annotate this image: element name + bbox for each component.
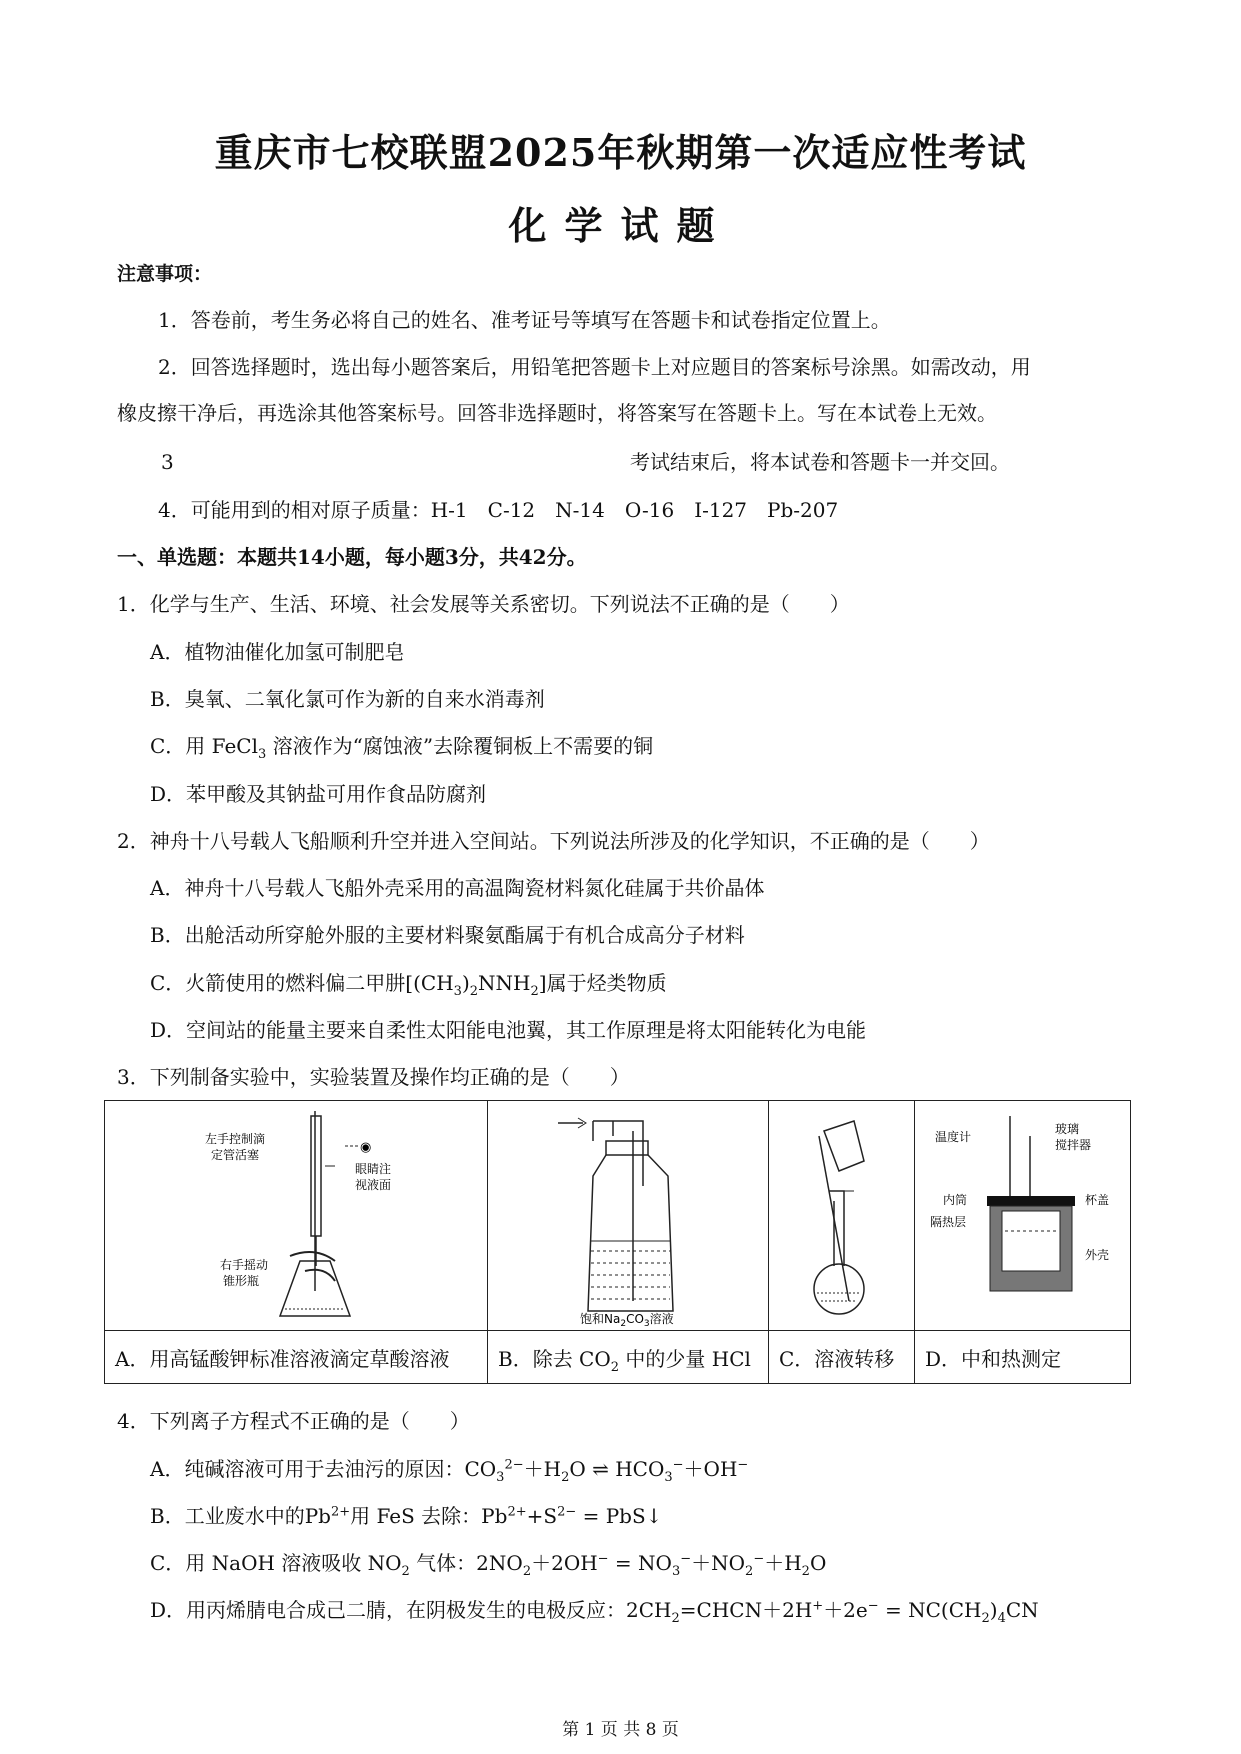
label-left-hand-1: 左手控制滴	[205, 1132, 266, 1146]
q4-option-b: B．工业废水中的$Pb^{2+}$用 FeS 去除：$Pb^{2+}+S^{2-}$ = PbS↓	[150, 1504, 663, 1528]
q2-option-a: A．神舟十八号载人飞船外壳采用的高温陶瓷材料氮化硅属于共价晶体	[150, 876, 765, 900]
solution-transfer-diagram	[769, 1101, 914, 1326]
q2-stem: 2．神舟十八号载人飞船顺利升空并进入空间站。下列说法所涉及的化学知识，不正确的是（ ）	[117, 829, 990, 853]
q3-stem: 3．下列制备实验中，实验装置及操作均正确的是（ ）	[117, 1065, 630, 1089]
q4-option-c: C．用 NaOH 溶液吸收 $NO_2$ 气体：$2NO_2+2OH^- = NO_3^-+NO_2^-+H_2O$	[150, 1551, 827, 1579]
label-saturated-solution: 饱和$Na_2CO_3$溶液	[580, 1312, 674, 1326]
label-shell: 外壳	[1085, 1248, 1110, 1262]
q1-stem: 1．化学与生产、生活、环境、社会发展等关系密切。下列说法不正确的是（ ）	[117, 592, 850, 616]
label-insulation: 隔热层	[930, 1215, 967, 1229]
q4-stem: 4．下列离子方程式不正确的是（ ）	[117, 1409, 470, 1433]
label-right-hand-2: 锥形瓶	[223, 1274, 260, 1288]
gas-washing-bottle-diagram	[488, 1101, 768, 1326]
section-heading: 一、单选题：本题共14小题，每小题3分，共42分。	[117, 545, 587, 569]
note-2a: 2．回答选择题时，选出每小题答案后，用铅笔把答题卡上对应题目的答案标号涂黑。如需改动，用	[158, 355, 1031, 379]
note-2b: 橡皮擦干净后，再选涂其他答案标号。回答非选择题时，将答案写在答题卡上。写在本试卷上无效。	[117, 401, 997, 425]
q4-option-a: A．纯碱溶液可用于去油污的原因：$CO_3^{2-}+H_2O$ ⇌ $HCO_3^-+OH^-$	[150, 1457, 749, 1485]
q1-option-a: A．植物油催化加氢可制肥皂	[150, 640, 405, 664]
q4-option-d: D．用丙烯腈电合成己二腈，在阴极发生的电极反应：$2CH_2=CHCN+2H^++2e^- = NC(CH_2)_4CN$	[150, 1598, 1039, 1626]
label-inner-cup: 内筒	[943, 1193, 968, 1207]
q3-apparatus-table	[104, 1100, 1131, 1384]
caption-a: A．用高锰酸钾标准溶液滴定草酸溶液	[105, 1331, 488, 1384]
apparatus-b-cell	[488, 1101, 769, 1331]
notes-heading: 注意事项：	[117, 263, 213, 285]
label-lid: 杯盖	[1085, 1193, 1110, 1207]
q1-option-b: B．臭氧、二氧化氯可作为新的自来水消毒剂	[150, 687, 545, 711]
page-footer: 第 1 页 共 8 页	[562, 1720, 679, 1740]
label-glass: 玻璃	[1055, 1122, 1080, 1136]
label-left-hand-2: 定管活塞	[211, 1148, 260, 1162]
page-title: 重庆市七校联盟2025年秋期第一次适应性考试	[214, 130, 1027, 175]
label-eye-1: 眼睛注	[355, 1162, 392, 1176]
q2-option-c: C．火箭使用的燃料偏二甲肼$[(CH_3)_2NNH_2]$属于烃类物质	[150, 971, 667, 999]
q1-option-c: C．用 FeCl$_3$ 溶液作为“腐蚀液”去除覆铜板上不需要的铜	[150, 734, 654, 762]
page-subtitle: 化学试题	[508, 203, 733, 248]
label-eye-2: 视液面	[355, 1178, 392, 1192]
note-3-number: 3	[161, 450, 174, 474]
label-stirrer: 搅拌器	[1055, 1138, 1092, 1152]
caption-c: C．溶液转移	[769, 1331, 915, 1384]
caption-d: D．中和热测定	[915, 1331, 1131, 1384]
q2-option-d: D．空间站的能量主要来自柔性太阳能电池翼，其工作原理是将太阳能转化为电能	[150, 1018, 867, 1042]
svg-text:◉: ◉	[360, 1140, 372, 1155]
label-thermometer: 温度计	[935, 1130, 972, 1144]
caption-b: B．除去 $CO_2$ 中的少量 HCl	[488, 1331, 769, 1384]
label-right-hand-1: 右手摇动	[220, 1258, 269, 1272]
q2-option-b: B．出舱活动所穿舱外服的主要材料聚氨酯属于有机合成高分子材料	[150, 923, 745, 947]
note-3-text: 考试结束后，将本试卷和答题卡一并交回。	[630, 450, 1010, 474]
titration-diagram	[105, 1101, 487, 1326]
note-4: 4．可能用到的相对原子质量：H-1 C-12 N-14 O-16 I-127 Pb-207	[158, 498, 839, 522]
calorimeter-diagram	[915, 1101, 1130, 1326]
apparatus-d-cell	[915, 1101, 1131, 1331]
apparatus-c-cell	[769, 1101, 915, 1331]
note-1: 1．答卷前，考生务必将自己的姓名、准考证号等填写在答题卡和试卷指定位置上。	[158, 308, 891, 332]
apparatus-a-cell	[105, 1101, 488, 1331]
q1-option-d: D．苯甲酸及其钠盐可用作食品防腐剂	[150, 782, 487, 806]
